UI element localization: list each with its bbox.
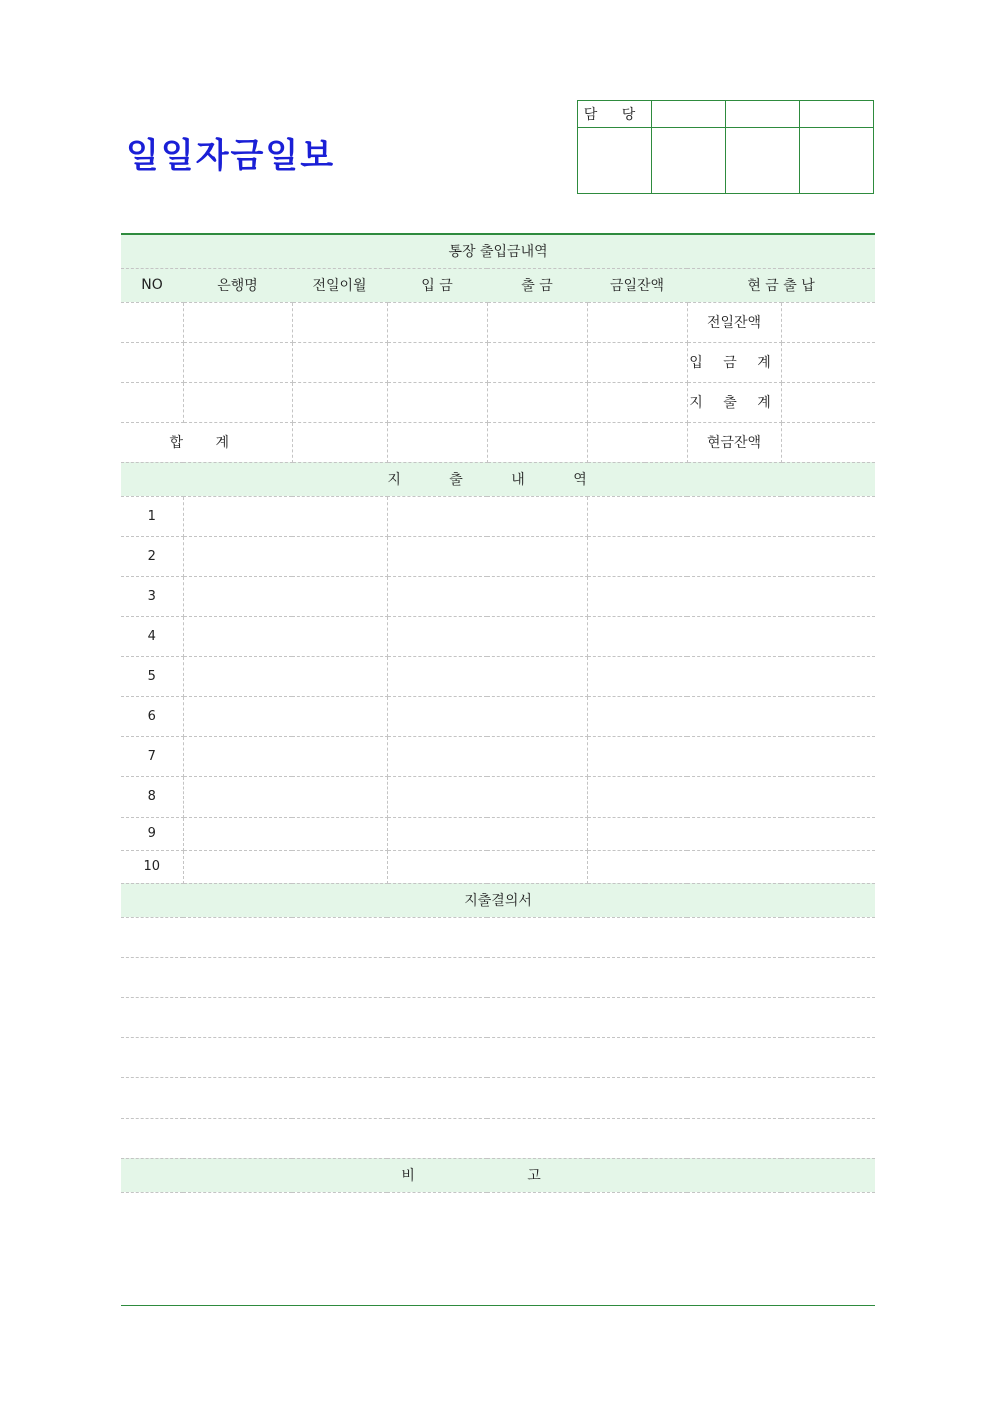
bank-cell[interactable]: [183, 382, 292, 422]
expense-cell[interactable]: [587, 736, 875, 776]
signature-cell[interactable]: [726, 128, 800, 194]
remarks-section-title: 비 고: [121, 1158, 875, 1192]
expense-cell[interactable]: [587, 576, 875, 616]
expense-row-number: 10: [121, 850, 183, 883]
bank-cell[interactable]: [487, 422, 587, 462]
expense-cell[interactable]: [387, 536, 587, 576]
expense-cell[interactable]: [183, 656, 387, 696]
bank-cell[interactable]: [292, 382, 387, 422]
col-header-withdrawal: 출 금: [487, 268, 587, 302]
bank-cell[interactable]: [587, 302, 687, 342]
col-header-deposit: 입 금: [387, 268, 487, 302]
expense-cell[interactable]: [387, 616, 587, 656]
expense-cell[interactable]: [387, 576, 587, 616]
expense-cell[interactable]: [587, 817, 875, 850]
expense-cell[interactable]: [183, 736, 387, 776]
bank-cell[interactable]: [292, 342, 387, 382]
expense-cell[interactable]: [587, 536, 875, 576]
bank-cell[interactable]: [387, 422, 487, 462]
resolution-line[interactable]: [121, 1077, 875, 1118]
expense-cell[interactable]: [587, 496, 875, 536]
approval-header-cell: [800, 101, 874, 128]
expense-cell[interactable]: [183, 496, 387, 536]
expense-cell[interactable]: [387, 696, 587, 736]
bank-cell[interactable]: [387, 382, 487, 422]
expense-cell[interactable]: [387, 817, 587, 850]
expense-row-number: 7: [121, 736, 183, 776]
expense-row-number: 2: [121, 536, 183, 576]
bank-cell[interactable]: [121, 342, 183, 382]
col-header-balance: 금일잔액: [587, 268, 687, 302]
approval-header-cell: [726, 101, 800, 128]
bank-cell[interactable]: [487, 382, 587, 422]
expense-cell[interactable]: [183, 776, 387, 817]
expense-row-number: 8: [121, 776, 183, 817]
col-header-cash: 현 금 출 납: [687, 268, 875, 302]
col-header-bank: 은행명: [183, 268, 292, 302]
expense-cell[interactable]: [387, 776, 587, 817]
expense-cell[interactable]: [587, 656, 875, 696]
bank-cell[interactable]: [121, 382, 183, 422]
bank-cell[interactable]: [121, 302, 183, 342]
bank-cell[interactable]: [487, 342, 587, 382]
bank-cell[interactable]: [387, 342, 487, 382]
expense-row-number: 4: [121, 616, 183, 656]
resolution-line[interactable]: [121, 917, 875, 957]
cash-label: 전일잔액: [687, 302, 781, 342]
expense-cell[interactable]: [183, 850, 387, 883]
bank-cell[interactable]: [387, 302, 487, 342]
daily-funds-form: [121, 233, 875, 1292]
expense-row-number: 9: [121, 817, 183, 850]
cash-value[interactable]: [781, 382, 875, 422]
bank-cell[interactable]: [292, 302, 387, 342]
expense-row-number: 1: [121, 496, 183, 536]
expense-section-title: 지 출 내 역: [121, 462, 875, 496]
resolution-line[interactable]: [121, 997, 875, 1037]
total-label: 합 계: [121, 422, 292, 462]
approval-label: 담 당: [578, 101, 652, 128]
signature-cell[interactable]: [652, 128, 726, 194]
expense-cell[interactable]: [387, 736, 587, 776]
cash-value[interactable]: [781, 342, 875, 382]
expense-cell[interactable]: [587, 616, 875, 656]
expense-row-number: 5: [121, 656, 183, 696]
bank-cell[interactable]: [587, 342, 687, 382]
bank-cell[interactable]: [587, 422, 687, 462]
document-title: 일일자금일보: [126, 136, 336, 176]
expense-cell[interactable]: [587, 776, 875, 817]
signature-cell[interactable]: [800, 128, 874, 194]
expense-cell[interactable]: [387, 656, 587, 696]
signature-cell[interactable]: [578, 128, 652, 194]
approval-box: [577, 100, 874, 194]
expense-cell[interactable]: [183, 817, 387, 850]
resolution-line[interactable]: [121, 1037, 875, 1077]
expense-row-number: 6: [121, 696, 183, 736]
resolution-section-title: 지출결의서: [121, 883, 875, 917]
resolution-line[interactable]: [121, 957, 875, 997]
expense-cell[interactable]: [183, 536, 387, 576]
bank-cell[interactable]: [487, 302, 587, 342]
expense-cell[interactable]: [183, 576, 387, 616]
resolution-line[interactable]: [121, 1118, 875, 1158]
expense-cell[interactable]: [387, 850, 587, 883]
col-header-no: NO: [121, 268, 183, 302]
cash-label: 지 출 계: [687, 382, 781, 422]
expense-cell[interactable]: [183, 616, 387, 656]
expense-cell[interactable]: [587, 696, 875, 736]
col-header-carryover: 전일이월: [292, 268, 387, 302]
bank-cell[interactable]: [587, 382, 687, 422]
bank-cell[interactable]: [183, 302, 292, 342]
bank-cell[interactable]: [183, 342, 292, 382]
expense-cell[interactable]: [183, 696, 387, 736]
bottom-rule: [121, 1305, 875, 1306]
bank-cell[interactable]: [292, 422, 387, 462]
cash-value[interactable]: [781, 422, 875, 462]
bank-section-title: 통장 출입금내역: [121, 234, 875, 268]
remarks-area[interactable]: [121, 1192, 875, 1292]
cash-value[interactable]: [781, 302, 875, 342]
expense-cell[interactable]: [387, 496, 587, 536]
expense-cell[interactable]: [587, 850, 875, 883]
cash-label: 입 금 계: [687, 342, 781, 382]
approval-header-cell: [652, 101, 726, 128]
cash-label: 현금잔액: [687, 422, 781, 462]
expense-row-number: 3: [121, 576, 183, 616]
